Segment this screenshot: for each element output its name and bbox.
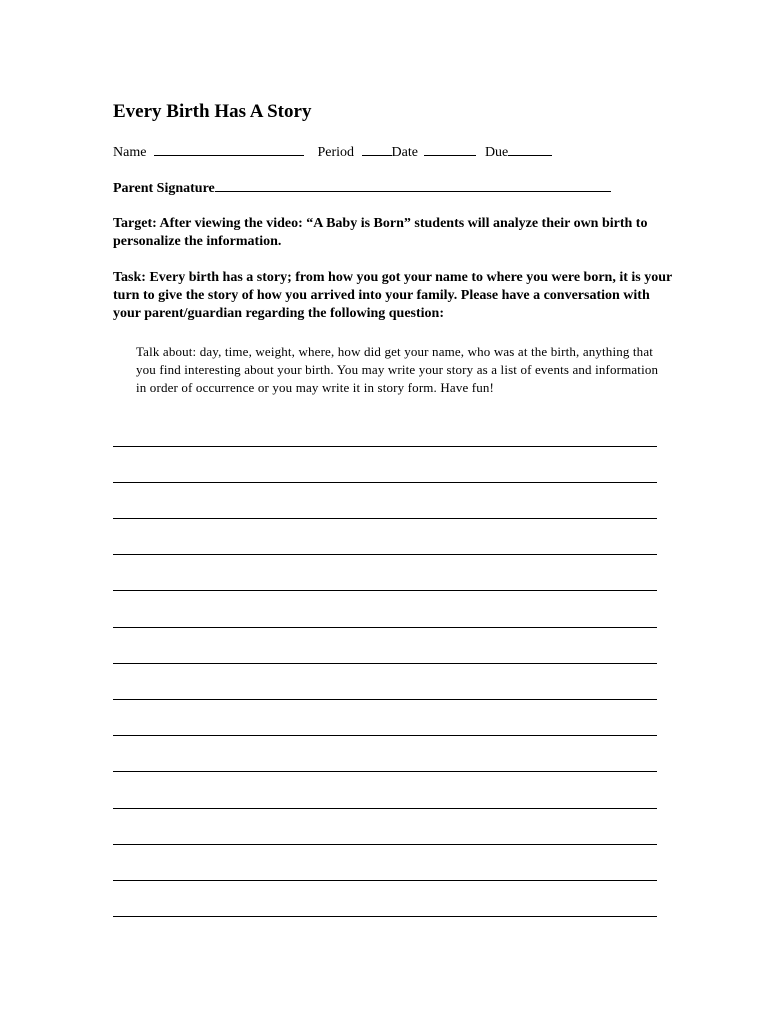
writing-line[interactable]	[113, 627, 657, 628]
signature-label: Parent Signature	[113, 181, 215, 196]
writing-line[interactable]	[113, 771, 657, 772]
writing-line[interactable]	[113, 808, 657, 809]
period-label: Period	[317, 145, 354, 160]
page-title: Every Birth Has A Story	[113, 101, 312, 122]
task-paragraph: Task: Every birth has a story; from how you got your name to where you were born, it is your turn to give the story of how you arrived into your family. Please have a conversation with your parent/guardian regarding the following question:	[113, 270, 672, 321]
due-label: Due	[484, 145, 509, 160]
parent-signature-line	[113, 179, 611, 197]
date-field[interactable]	[424, 143, 476, 156]
writing-line[interactable]	[113, 446, 657, 447]
period-field[interactable]	[362, 143, 392, 156]
name-field[interactable]	[154, 143, 304, 156]
writing-line[interactable]	[113, 554, 657, 555]
writing-line[interactable]	[113, 663, 657, 664]
signature-field[interactable]	[215, 179, 611, 192]
name-label: Name	[113, 145, 147, 160]
student-info-line	[113, 143, 552, 161]
writing-line[interactable]	[113, 699, 657, 700]
writing-line[interactable]	[113, 844, 657, 845]
writing-line[interactable]	[113, 916, 657, 917]
writing-line[interactable]	[113, 735, 657, 736]
writing-line[interactable]	[113, 880, 657, 881]
date-label: Date	[391, 145, 418, 160]
writing-line[interactable]	[113, 518, 657, 519]
talk-about-instructions: Talk about: day, time, weight, where, how did get your name, who was at the birth, anything that you find interesting about your birth. You may write your story as a list of events and information in order of occurrence or you may write it in story form. Have fun!	[136, 344, 659, 395]
due-field[interactable]	[508, 143, 552, 156]
writing-line[interactable]	[113, 590, 657, 591]
target-paragraph: Target: After viewing the video: “A Baby is Born” students will analyze their own birth to personalize the information.	[113, 216, 648, 249]
writing-line[interactable]	[113, 482, 657, 483]
